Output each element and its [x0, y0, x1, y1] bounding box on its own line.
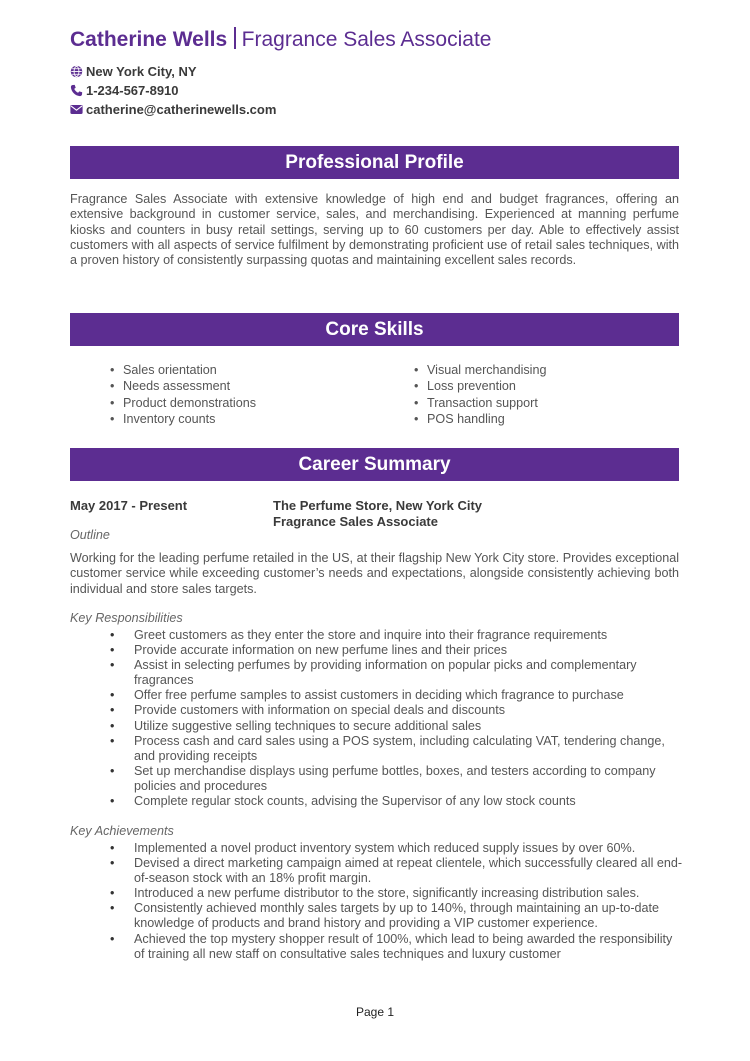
section-header-career-summary: Career Summary [70, 448, 679, 481]
achievements-list [110, 841, 685, 962]
phone-text: 1-234-567-8910 [86, 83, 179, 98]
skill-item: • Inventory counts [110, 411, 256, 427]
list-item: • Utilize suggestive selling techniques to secure additional sales [110, 719, 685, 734]
location-text: New York City, NY [86, 64, 197, 79]
list-item: • Assist in selecting perfumes by providing information on popular picks and complementary fragrances [110, 658, 685, 688]
skill-item: • Loss prevention [414, 378, 546, 394]
page-number: Page 1 [355, 1005, 395, 1019]
outline-heading: Outline [70, 528, 110, 542]
job-role: Fragrance Sales Associate [273, 514, 438, 529]
skill-item: • Visual merchandising [414, 362, 546, 378]
list-item: • Process cash and card sales using a POS system, including calculating VAT, tendering change, and providing receipts [110, 734, 685, 764]
candidate-name: Catherine Wells [70, 28, 228, 51]
skill-item: • Product demonstrations [110, 395, 256, 411]
outline-text: Working for the leading perfume retailed in the US, at their flagship New York City store. Provides exceptional customer service while exceeding customer’s needs and expectations, alongside consistently achieving both individual and store sales targets. [70, 551, 679, 596]
list-item: • Greet customers as they enter the store and inquire into their fragrance requirements [110, 628, 685, 643]
list-item: • Offer free perfume samples to assist customers in deciding which fragrance to purchase [110, 688, 685, 703]
profile-summary: Fragrance Sales Associate with extensive knowledge of high end and budget fragrances, offering an extensive background in customer service, sales, and merchandising. Experienced at manning perfume kiosks and counters in busy retail settings, serving up to 60 customers per day. Able to effectively assist customers with all aspects of service fulfilment by demonstrating proficient use of retail sales techniques, with a proven history of consistently surpassing quotas and maintaining excellent sales records. [70, 192, 679, 268]
list-item: • Implemented a novel product inventory system which reduced supply issues by over 60%. [110, 841, 685, 856]
candidate-job-title: Fragrance Sales Associate [241, 28, 492, 51]
globe-icon [70, 65, 83, 78]
contact-phone [70, 81, 276, 100]
resume-header [70, 27, 491, 52]
email-text[interactable]: catherine@catherinewells.com [86, 102, 277, 117]
list-item: • Devised a direct marketing campaign aimed at repeat clientele, which successfully cleared all end-of-season stock with an 18% profit margin. [110, 856, 685, 886]
list-item: • Provide accurate information on new perfume lines and their prices [110, 643, 685, 658]
list-item: • Achieved the top mystery shopper result of 100%, which lead to being awarded the responsibility of training all new staff on consultative sales techniques and luxury customer [110, 932, 685, 962]
envelope-icon [70, 103, 83, 116]
contact-email [70, 100, 276, 119]
list-item: • Introduced a new perfume distributor to the store, significantly increasing distribution sales. [110, 886, 685, 901]
phone-icon [70, 84, 83, 97]
section-header-core-skills: Core Skills [70, 313, 679, 346]
employer-name: The Perfume Store, New York City [273, 498, 483, 513]
list-item: • Provide customers with information on special deals and discounts [110, 703, 685, 718]
skill-item: • Transaction support [414, 395, 546, 411]
list-item: • Consistently achieved monthly sales targets by up to 140%, through maintaining an up-to-date knowledge of products and brand history and providing a VIP customer experience. [110, 901, 685, 931]
responsibilities-list [110, 628, 685, 809]
skills-list-left [110, 362, 256, 428]
skill-item: • POS handling [414, 411, 546, 427]
skills-list-right [414, 362, 546, 428]
job-date-range: May 2017 - Present [70, 498, 188, 513]
skill-item: • Needs assessment [110, 378, 256, 394]
list-item: • Complete regular stock counts, advising the Supervisor of any low stock counts [110, 794, 685, 809]
job-employer-block [273, 498, 482, 530]
achievements-heading: Key Achievements [70, 824, 174, 838]
title-divider [234, 27, 236, 49]
contact-info [70, 62, 276, 119]
list-item: • Set up merchandise displays using perfume bottles, boxes, and testers according to company policies and procedures [110, 764, 685, 794]
responsibilities-heading: Key Responsibilities [70, 611, 183, 625]
skill-item: • Sales orientation [110, 362, 256, 378]
contact-location [70, 62, 276, 81]
section-header-professional-profile: Professional Profile [70, 146, 679, 179]
